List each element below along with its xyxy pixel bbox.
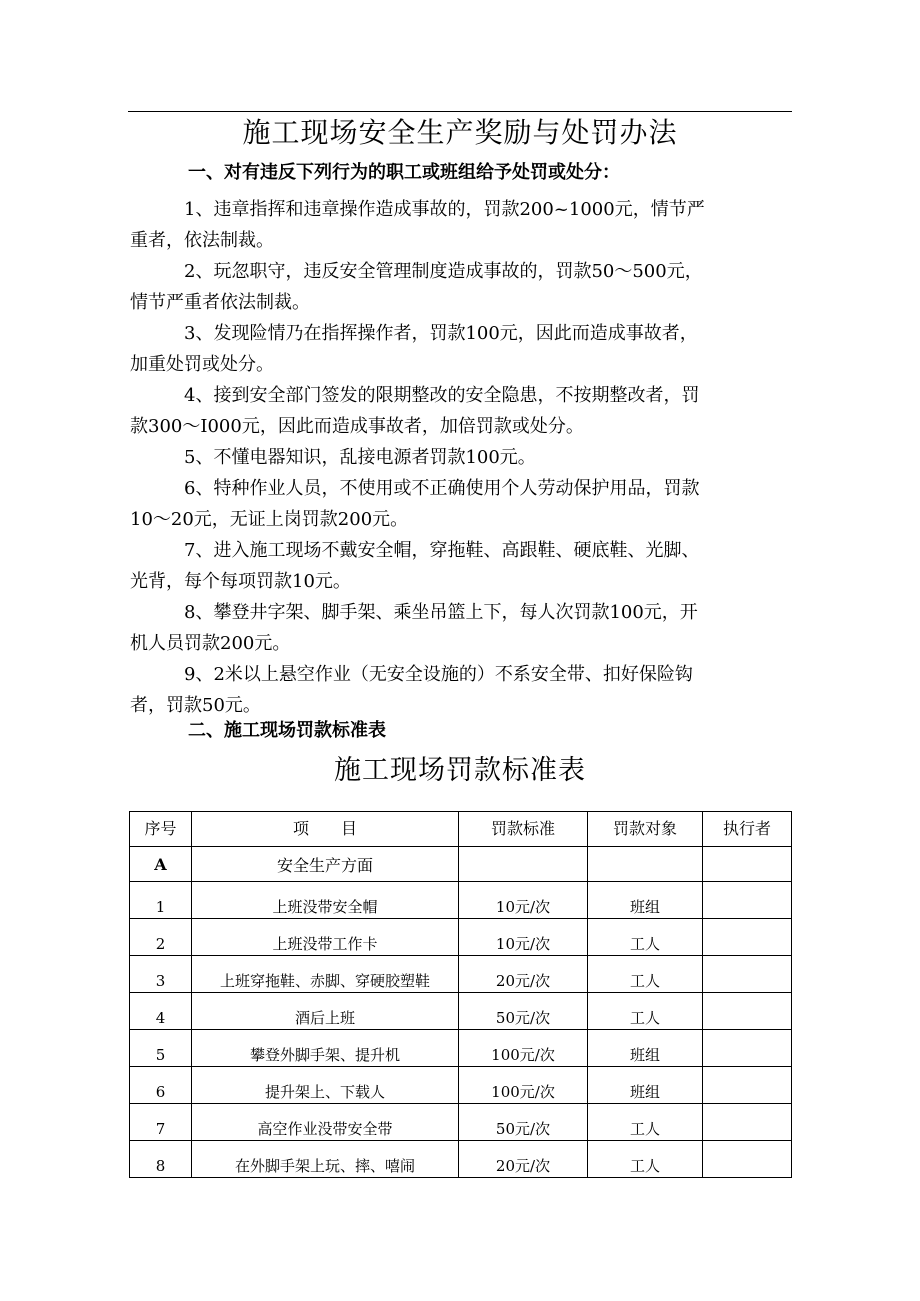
rule-8	[130, 597, 794, 659]
category-executor	[703, 847, 792, 882]
row-executor	[703, 1141, 792, 1178]
row-item: 高空作业没带安全带	[192, 1104, 459, 1141]
rule-4	[130, 380, 794, 442]
header-target: 罚款对象	[588, 812, 703, 847]
row-standard: 100元/次	[459, 1067, 588, 1104]
table-row	[130, 1141, 792, 1178]
table-header-row	[130, 812, 792, 847]
table-row	[130, 882, 792, 919]
header-no: 序号	[130, 812, 192, 847]
rule-6	[130, 473, 794, 535]
rule-5	[130, 442, 794, 473]
row-target: 工人	[588, 993, 703, 1030]
rule-3	[130, 318, 794, 380]
table-row	[130, 1104, 792, 1141]
category-target	[588, 847, 703, 882]
rule-2-line-2: 情节严重者依法制裁。	[130, 292, 310, 313]
row-executor	[703, 1067, 792, 1104]
table-row	[130, 956, 792, 993]
row-standard: 50元/次	[459, 993, 588, 1030]
row-no: 4	[130, 993, 192, 1030]
header-standard: 罚款标准	[459, 812, 588, 847]
row-no: 8	[130, 1141, 192, 1178]
rule-1	[130, 194, 794, 256]
row-no: 5	[130, 1030, 192, 1067]
row-standard: 100元/次	[459, 1030, 588, 1067]
rule-9	[130, 659, 794, 721]
rule-4-line-1: 4、接到安全部门签发的限期整改的安全隐患，不按期整改者，罚	[184, 385, 700, 406]
rule-9-line-1: 9、2米以上悬空作业（无安全设施的）不系安全带、扣好保险钩	[184, 664, 693, 685]
rule-9-line-2: 者，罚款50元。	[130, 695, 261, 716]
section-1-heading: 一、对有违反下列行为的职工或班组给予处罚或处分：	[188, 162, 620, 183]
rule-6-line-1: 6、特种作业人员，不使用或不正确使用个人劳动保护用品，罚款	[184, 478, 700, 499]
row-executor	[703, 1104, 792, 1141]
rule-3-line-2: 加重处罚或处分。	[130, 354, 274, 375]
row-executor	[703, 1030, 792, 1067]
top-rule	[128, 111, 792, 112]
category-standard	[459, 847, 588, 882]
row-target: 工人	[588, 956, 703, 993]
row-no: 6	[130, 1067, 192, 1104]
row-no: 2	[130, 919, 192, 956]
table-row	[130, 993, 792, 1030]
category-name: 安全生产方面	[192, 847, 459, 882]
row-no: 1	[130, 882, 192, 919]
rule-6-line-2: 10～20元，无证上岗罚款200元。	[130, 509, 409, 530]
row-target: 班组	[588, 882, 703, 919]
table-title: 施工现场罚款标准表	[334, 755, 586, 786]
row-target: 班组	[588, 1030, 703, 1067]
row-item: 提升架上、下载人	[192, 1067, 459, 1104]
row-standard: 10元/次	[459, 919, 588, 956]
row-no: 7	[130, 1104, 192, 1141]
row-target: 班组	[588, 1067, 703, 1104]
rule-1-line-1: 1、违章指挥和违章操作造成事故的，罚款200~1000元，情节严	[184, 199, 705, 220]
fine-standard-table	[129, 811, 792, 1178]
row-standard: 50元/次	[459, 1104, 588, 1141]
rule-2-line-1: 2、玩忽职守，违反安全管理制度造成事故的，罚款50～500元，	[184, 261, 703, 282]
rule-8-line-2: 机人员罚款200元。	[130, 633, 291, 654]
rule-8-line-1: 8、攀登井字架、脚手架、乘坐吊篮上下，每人次罚款100元，开	[184, 602, 698, 623]
row-no: 3	[130, 956, 192, 993]
row-executor	[703, 882, 792, 919]
row-item: 酒后上班	[192, 993, 459, 1030]
row-item: 上班没带安全帽	[192, 882, 459, 919]
row-executor	[703, 919, 792, 956]
row-target: 工人	[588, 919, 703, 956]
rule-2	[130, 256, 794, 318]
table-row	[130, 1030, 792, 1067]
rule-5-line-1: 5、不懂电器知识，乱接电源者罚款100元。	[184, 447, 536, 468]
document-title: 施工现场安全生产奖励与处罚办法	[242, 116, 678, 149]
row-item: 攀登外脚手架、提升机	[192, 1030, 459, 1067]
rule-4-line-2: 款300～I000元，因此而造成事故者，加倍罚款或处分。	[130, 416, 584, 437]
header-item: 项 目	[192, 812, 459, 847]
table-row	[130, 1067, 792, 1104]
row-standard: 10元/次	[459, 882, 588, 919]
section-2-heading: 二、施工现场罚款标准表	[188, 720, 386, 741]
row-target: 工人	[588, 1104, 703, 1141]
rule-1-line-2: 重者，依法制裁。	[130, 230, 274, 251]
row-target: 工人	[588, 1141, 703, 1178]
category-code: A	[130, 847, 192, 882]
rule-7	[130, 535, 794, 597]
header-executor: 执行者	[703, 812, 792, 847]
category-row	[130, 847, 792, 882]
row-item: 上班穿拖鞋、赤脚、穿硬胶塑鞋	[192, 956, 459, 993]
rule-7-line-2: 光背，每个每项罚款10元。	[130, 571, 351, 592]
row-executor	[703, 993, 792, 1030]
row-executor	[703, 956, 792, 993]
rule-3-line-1: 3、发现险情乃在指挥操作者，罚款100元，因此而造成事故者，	[184, 323, 698, 344]
row-item: 上班没带工作卡	[192, 919, 459, 956]
rule-7-line-1: 7、进入施工现场不戴安全帽，穿拖鞋、高跟鞋、硬底鞋、光脚、	[184, 540, 700, 561]
table-row	[130, 919, 792, 956]
row-standard: 20元/次	[459, 1141, 588, 1178]
row-standard: 20元/次	[459, 956, 588, 993]
row-item: 在外脚手架上玩、摔、嘻闹	[192, 1141, 459, 1178]
